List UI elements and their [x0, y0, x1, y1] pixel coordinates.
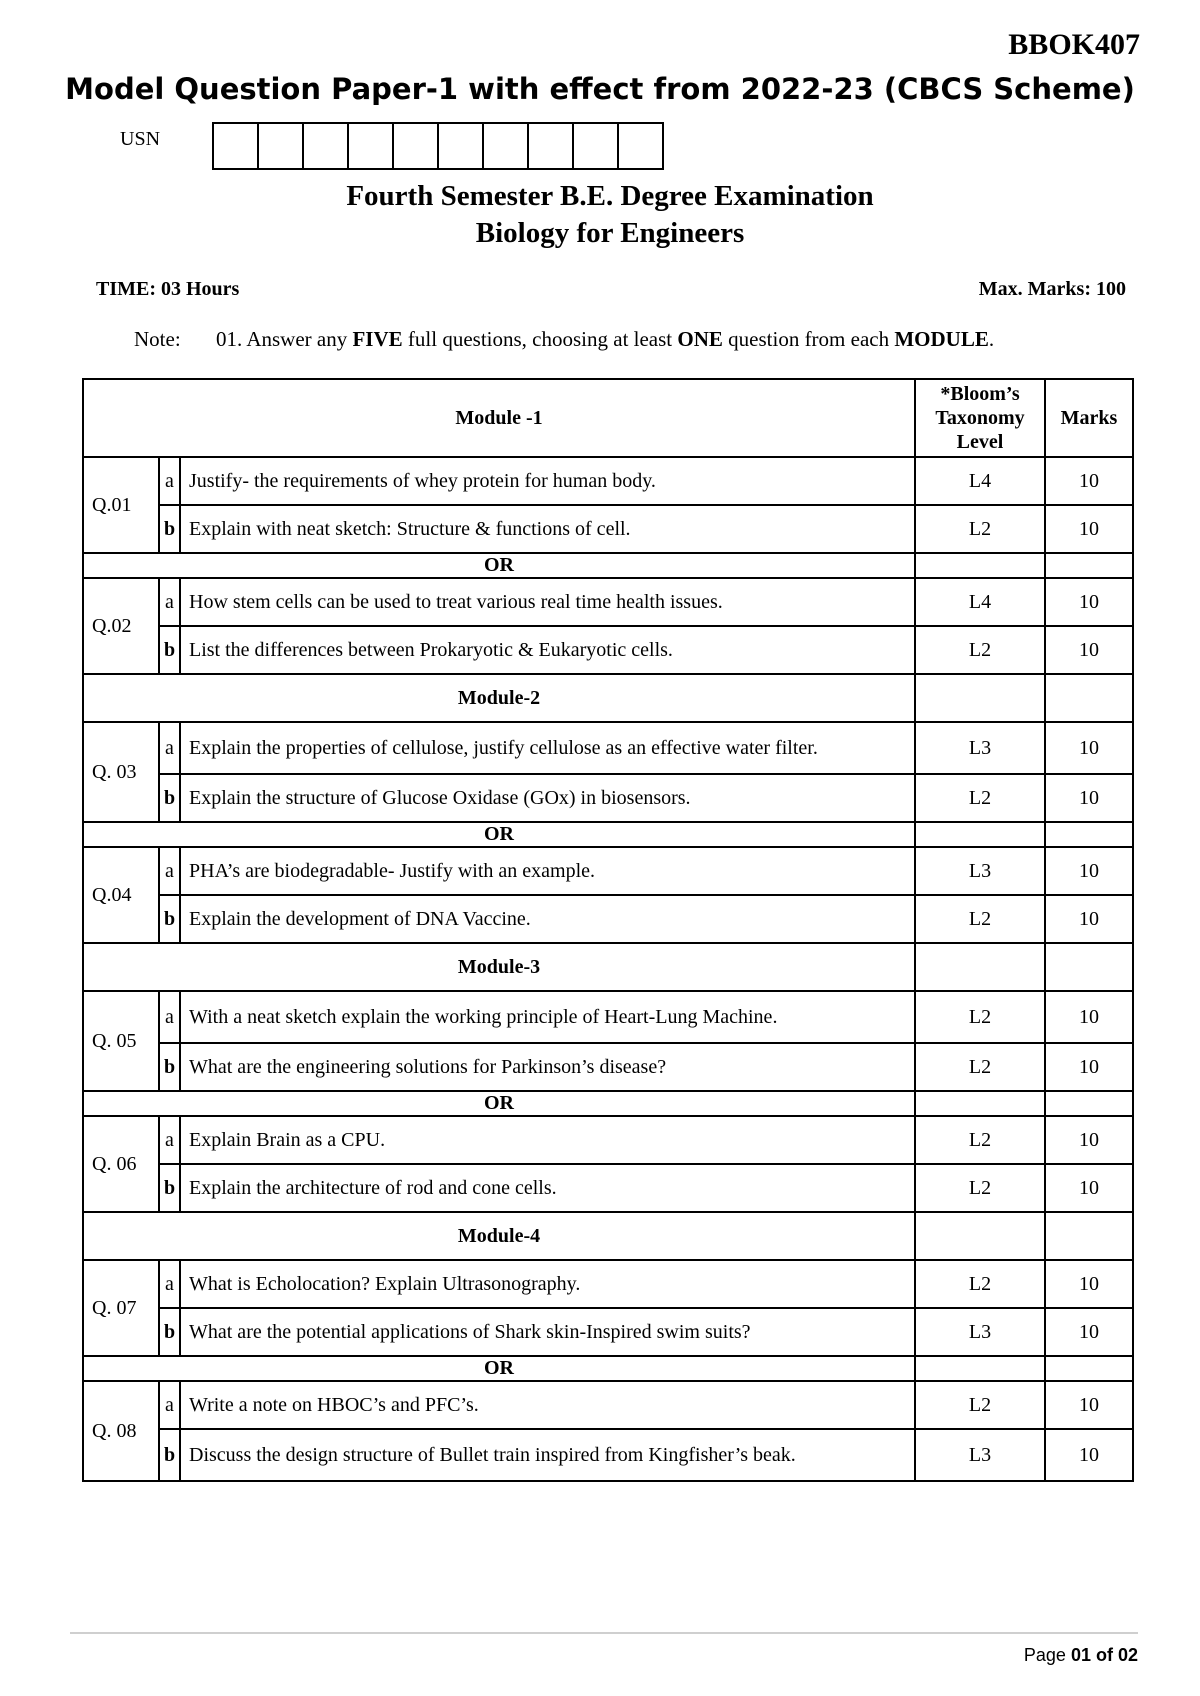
sub-label: b [159, 1043, 180, 1091]
sub-label: a [159, 722, 180, 774]
or-row [83, 1091, 1133, 1116]
question-row [83, 457, 1133, 505]
page-total: 02 [1117, 1645, 1138, 1665]
exam-name: Fourth Semester B.E. Degree Examination [346, 180, 874, 212]
marks-value: 10 [1045, 457, 1133, 505]
usn-box [439, 124, 484, 168]
question-number: Q. 07 [83, 1260, 159, 1356]
or-row [83, 553, 1133, 578]
marks-header: Marks [1045, 379, 1133, 457]
question-text: PHA’s are biodegradable- Justify with an example. [180, 847, 915, 895]
question-row [83, 722, 1133, 774]
blooms-level: L3 [915, 1429, 1045, 1481]
sub-label: a [159, 1260, 180, 1308]
usn-label: USN [120, 128, 161, 150]
question-row [83, 847, 1133, 895]
sub-label: a [159, 578, 180, 626]
marks-value: 10 [1045, 722, 1133, 774]
blooms-level: L2 [915, 505, 1045, 553]
question-text: Write a note on HBOC’s and PFC’s. [180, 1381, 915, 1429]
blooms-level: L3 [915, 1308, 1045, 1356]
empty-cell [915, 1212, 1045, 1260]
page-prefix: Page [1023, 1645, 1071, 1665]
usn-box [349, 124, 394, 168]
module-title: Module -1 [83, 379, 915, 457]
note [134, 327, 994, 352]
paper-code: BBOK407 [1008, 28, 1140, 61]
max-marks: Max. Marks: 100 [978, 278, 1126, 300]
question-row [83, 895, 1133, 943]
note-text-part: . [988, 327, 995, 351]
sub-label: a [159, 1381, 180, 1429]
module-title: Module-4 [83, 1212, 915, 1260]
empty-cell [1045, 822, 1133, 847]
question-text: Explain the development of DNA Vaccine. [180, 895, 915, 943]
marks-value: 10 [1045, 626, 1133, 674]
marks-value: 10 [1045, 1043, 1133, 1091]
blooms-level: L2 [915, 895, 1045, 943]
note-label: Note: [134, 327, 181, 351]
exam-title [0, 178, 1200, 252]
marks-value: 10 [1045, 1164, 1133, 1212]
blooms-level: L2 [915, 1260, 1045, 1308]
module-row [83, 1212, 1133, 1260]
empty-cell [1045, 553, 1133, 578]
question-row [83, 1429, 1133, 1481]
question-text: Explain the properties of cellulose, justify cellulose as an effective water filter. [180, 722, 915, 774]
usn-box [484, 124, 529, 168]
question-number: Q. 05 [83, 991, 159, 1091]
sub-label: a [159, 1116, 180, 1164]
question-row [83, 626, 1133, 674]
question-number: Q. 06 [83, 1116, 159, 1212]
or-label: OR [83, 822, 915, 847]
module-row [83, 943, 1133, 991]
empty-cell [915, 943, 1045, 991]
marks-value: 10 [1045, 578, 1133, 626]
usn-box [214, 124, 259, 168]
blooms-level: L4 [915, 457, 1045, 505]
question-text: Explain the structure of Glucose Oxidase (GOx) in biosensors. [180, 774, 915, 822]
question-table [82, 378, 1134, 1482]
or-label: OR [83, 553, 915, 578]
usn-box [259, 124, 304, 168]
usn-box [304, 124, 349, 168]
question-row [83, 991, 1133, 1043]
or-label: OR [83, 1356, 915, 1381]
sub-label: b [159, 626, 180, 674]
sub-label: a [159, 457, 180, 505]
exam-time: TIME: 03 Hours [96, 278, 240, 300]
question-text: List the differences between Prokaryotic & Eukaryotic cells. [180, 626, 915, 674]
question-text: Discuss the design structure of Bullet train inspired from Kingfisher’s beak. [180, 1429, 915, 1481]
note-emphasis: MODULE [894, 327, 989, 351]
question-row [83, 1260, 1133, 1308]
marks-value: 10 [1045, 1260, 1133, 1308]
empty-cell [1045, 943, 1133, 991]
blooms-level: L2 [915, 774, 1045, 822]
question-text: What is Echolocation? Explain Ultrasonography. [180, 1260, 915, 1308]
marks-value: 10 [1045, 1381, 1133, 1429]
marks-value: 10 [1045, 1116, 1133, 1164]
note-text [216, 327, 994, 352]
question-text: What are the engineering solutions for Parkinson’s disease? [180, 1043, 915, 1091]
or-row [83, 822, 1133, 847]
blooms-level: L2 [915, 1043, 1045, 1091]
question-row [83, 1308, 1133, 1356]
question-row [83, 1164, 1133, 1212]
empty-cell [1045, 1091, 1133, 1116]
blooms-level: L2 [915, 1164, 1045, 1212]
or-row [83, 1356, 1133, 1381]
question-number: Q.02 [83, 578, 159, 674]
subject-name: Biology for Engineers [475, 217, 745, 249]
question-number: Q. 03 [83, 722, 159, 822]
sub-label: b [159, 895, 180, 943]
empty-cell [915, 553, 1045, 578]
note-text-part: full questions, choosing at least [402, 327, 678, 351]
usn-row [120, 122, 664, 170]
blooms-level: L2 [915, 1116, 1045, 1164]
sub-label: b [159, 1308, 180, 1356]
question-row [83, 774, 1133, 822]
sub-label: b [159, 774, 180, 822]
blooms-level: L2 [915, 1381, 1045, 1429]
note-text-part: question from each [722, 327, 895, 351]
page-current: 01 [1070, 1645, 1091, 1665]
page-of: of [1090, 1645, 1118, 1665]
question-text: With a neat sketch explain the working principle of Heart-Lung Machine. [180, 991, 915, 1043]
question-number: Q. 08 [83, 1381, 159, 1481]
empty-cell [915, 1356, 1045, 1381]
question-text: Explain Brain as a CPU. [180, 1116, 915, 1164]
usn-box [529, 124, 574, 168]
empty-cell [1045, 1212, 1133, 1260]
module-title: Module-3 [83, 943, 915, 991]
module-row [83, 674, 1133, 722]
sub-label: b [159, 505, 180, 553]
question-text: What are the potential applications of Shark skin-Inspired swim suits? [180, 1308, 915, 1356]
empty-cell [1045, 674, 1133, 722]
blooms-level: L3 [915, 722, 1045, 774]
empty-cell [1045, 1356, 1133, 1381]
usn-box [394, 124, 439, 168]
usn-box [619, 124, 662, 168]
note-emphasis: ONE [677, 327, 723, 351]
blooms-level: L3 [915, 847, 1045, 895]
question-row [83, 505, 1133, 553]
question-text: Explain the architecture of rod and cone cells. [180, 1164, 915, 1212]
marks-value: 10 [1045, 1308, 1133, 1356]
marks-value: 10 [1045, 991, 1133, 1043]
blooms-level: L4 [915, 578, 1045, 626]
sub-label: a [159, 847, 180, 895]
page-number [1024, 1645, 1138, 1666]
question-row [83, 1043, 1133, 1091]
question-text: How stem cells can be used to treat various real time health issues. [180, 578, 915, 626]
marks-value: 10 [1045, 895, 1133, 943]
question-row [83, 578, 1133, 626]
question-text: Explain with neat sketch: Structure & functions of cell. [180, 505, 915, 553]
empty-cell [915, 822, 1045, 847]
question-number: Q.04 [83, 847, 159, 943]
empty-cell [915, 674, 1045, 722]
marks-value: 10 [1045, 505, 1133, 553]
question-row [83, 1116, 1133, 1164]
sub-label: b [159, 1429, 180, 1481]
blooms-level: L2 [915, 626, 1045, 674]
marks-value: 10 [1045, 774, 1133, 822]
note-emphasis: FIVE [352, 327, 403, 351]
marks-value: 10 [1045, 847, 1133, 895]
note-text-part: 01. Answer any [216, 327, 353, 351]
module-title: Module-2 [83, 674, 915, 722]
question-number: Q.01 [83, 457, 159, 553]
usn-boxes [212, 122, 664, 170]
sub-label: b [159, 1164, 180, 1212]
sub-label: a [159, 991, 180, 1043]
table-header-row [83, 379, 1133, 457]
marks-value: 10 [1045, 1429, 1133, 1481]
paper-title: Model Question Paper-1 with effect from 2022-23 (CBCS Scheme) [65, 72, 1135, 106]
empty-cell [915, 1091, 1045, 1116]
blooms-header: *Bloom’s Taxonomy Level [915, 379, 1045, 457]
blooms-level: L2 [915, 991, 1045, 1043]
or-label: OR [83, 1091, 915, 1116]
question-row [83, 1381, 1133, 1429]
question-text: Justify- the requirements of whey protein for human body. [180, 457, 915, 505]
usn-box [574, 124, 619, 168]
footer-divider [70, 1632, 1138, 1634]
